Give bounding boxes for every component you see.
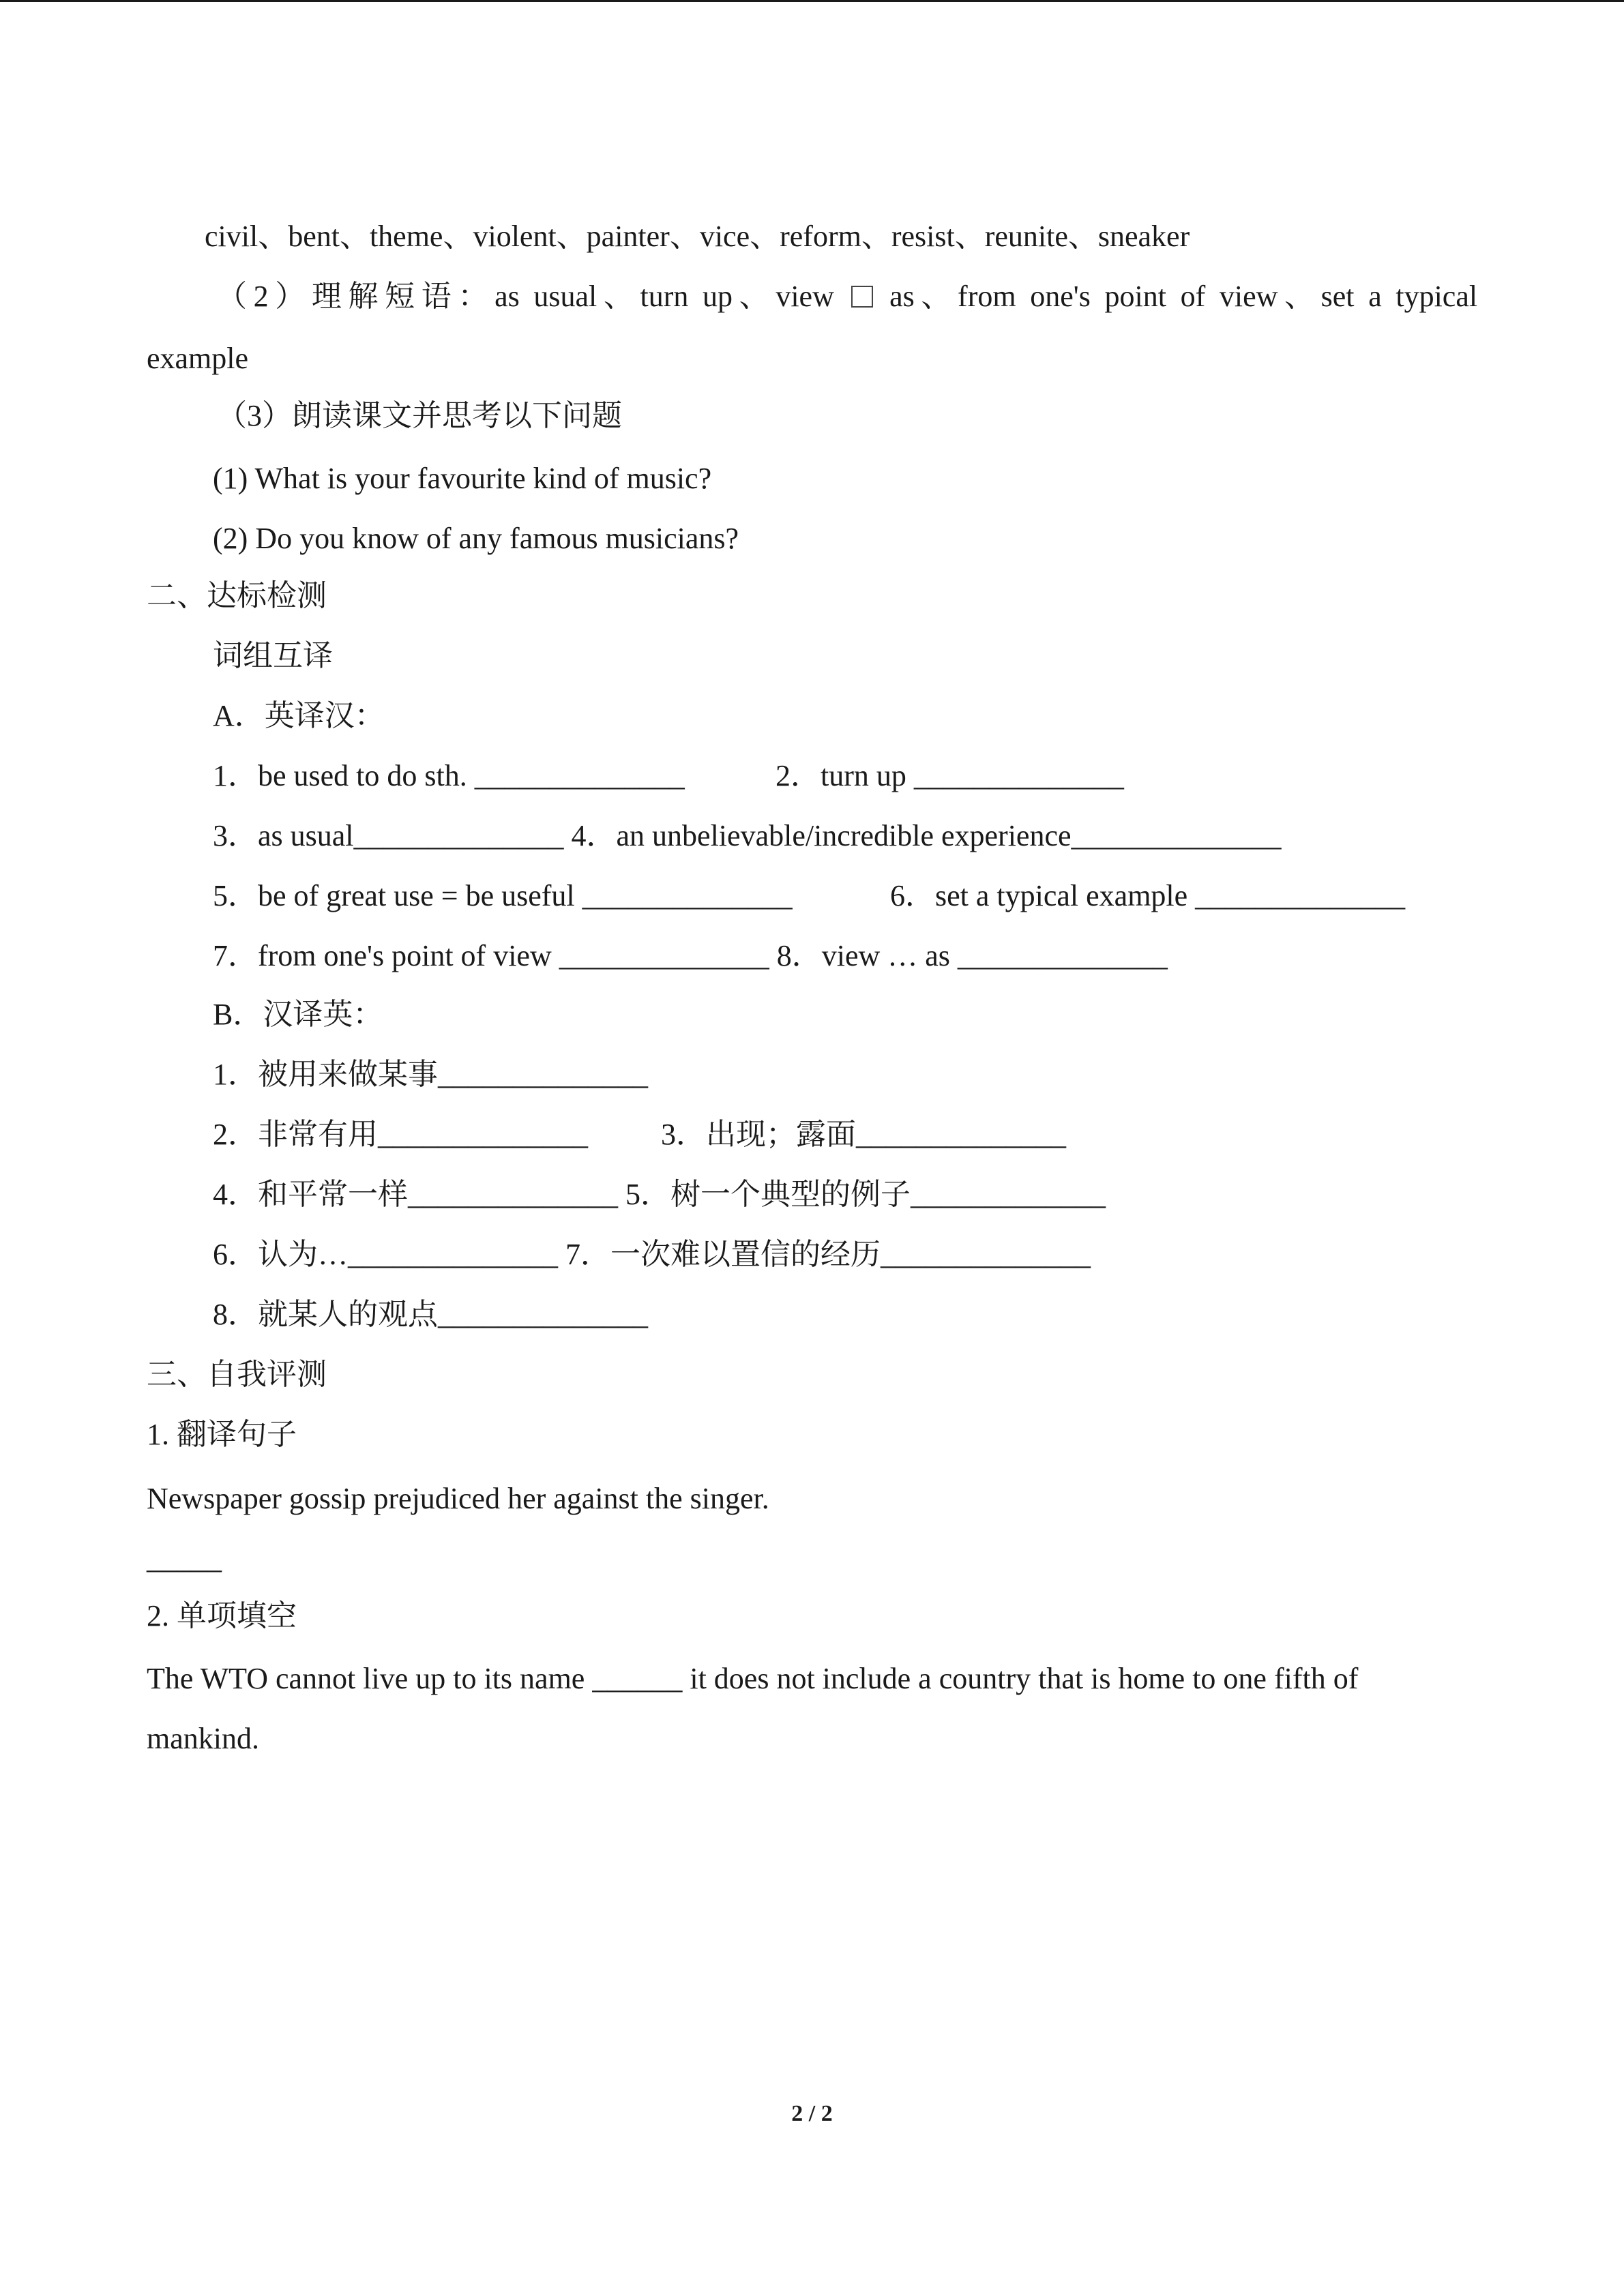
section-2-subtitle: 词组互译 bbox=[213, 639, 333, 672]
question-2-text-continued: mankind. bbox=[147, 1722, 259, 1755]
vocabulary-list: civil、bent、theme、violent、painter、vice、reform、resist、reunite、sneaker bbox=[205, 220, 1190, 253]
part-a-item: 2．turn up ______________ bbox=[776, 759, 1124, 792]
answer-blank: _____ bbox=[147, 1542, 222, 1575]
question-1-title: 1. 翻译句子 bbox=[147, 1418, 297, 1451]
question-2: (2) Do you know of any famous musicians? bbox=[213, 522, 739, 555]
question-2-text: The WTO cannot live up to its name ______ it does not include a country that is home to one fifth of bbox=[147, 1662, 1359, 1695]
part-a-item: 7．from one's point of view ______________ 8．view … as ______________ bbox=[213, 939, 1168, 972]
phrases-continuation: example bbox=[147, 342, 249, 375]
part-a-item: 1．be used to do sth. ______________ bbox=[213, 759, 685, 792]
question-2-title: 2. 单项填空 bbox=[147, 1599, 297, 1632]
section-3-title: 三、自我评测 bbox=[147, 1358, 327, 1391]
part-b-item: 2．非常有用______________ bbox=[213, 1118, 588, 1151]
part-b-item: 8．就某人的观点______________ bbox=[213, 1298, 648, 1331]
part-b-item: 1．被用来做某事______________ bbox=[213, 1058, 648, 1091]
part-b-item: 4．和平常一样______________ 5．树一个典型的例子_____________ bbox=[213, 1178, 1106, 1211]
reading-task: （3）朗读课文并思考以下问题 bbox=[217, 399, 622, 432]
page-top-border bbox=[0, 0, 1624, 2]
placeholder-box-icon bbox=[851, 286, 873, 308]
part-a-item: 6．set a typical example ______________ bbox=[890, 879, 1406, 912]
part-a-title: A．英译汉： bbox=[213, 699, 385, 732]
part-b-item: 6．认为…______________ 7．一次难以置信的经历______________ bbox=[213, 1238, 1091, 1271]
page-number: 2 / 2 bbox=[791, 2101, 833, 2126]
phrases-line: （2）理解短语：as usual、turn up、view as、from one's point of view、set a typical bbox=[217, 280, 1478, 313]
part-a-item: 3．as usual______________ 4．an unbelievable/incredible experience______________ bbox=[213, 819, 1282, 852]
part-b-row-2 bbox=[213, 1114, 1546, 1155]
part-b-title: B．汉译英： bbox=[213, 998, 383, 1031]
part-a-row-1 bbox=[213, 756, 1546, 796]
part-a-row-3 bbox=[213, 876, 1546, 916]
part-b-item: 3．出现；露面______________ bbox=[661, 1118, 1066, 1151]
question-1-text: Newspaper gossip prejudiced her against the singer. bbox=[147, 1482, 769, 1515]
part-a-item: 5．be of great use = be useful ______________ bbox=[213, 879, 793, 912]
question-1: (1) What is your favourite kind of music? bbox=[213, 462, 712, 495]
phrases-label: （2）理解短语： bbox=[217, 280, 495, 313]
section-2-title: 二、达标检测 bbox=[147, 579, 327, 612]
